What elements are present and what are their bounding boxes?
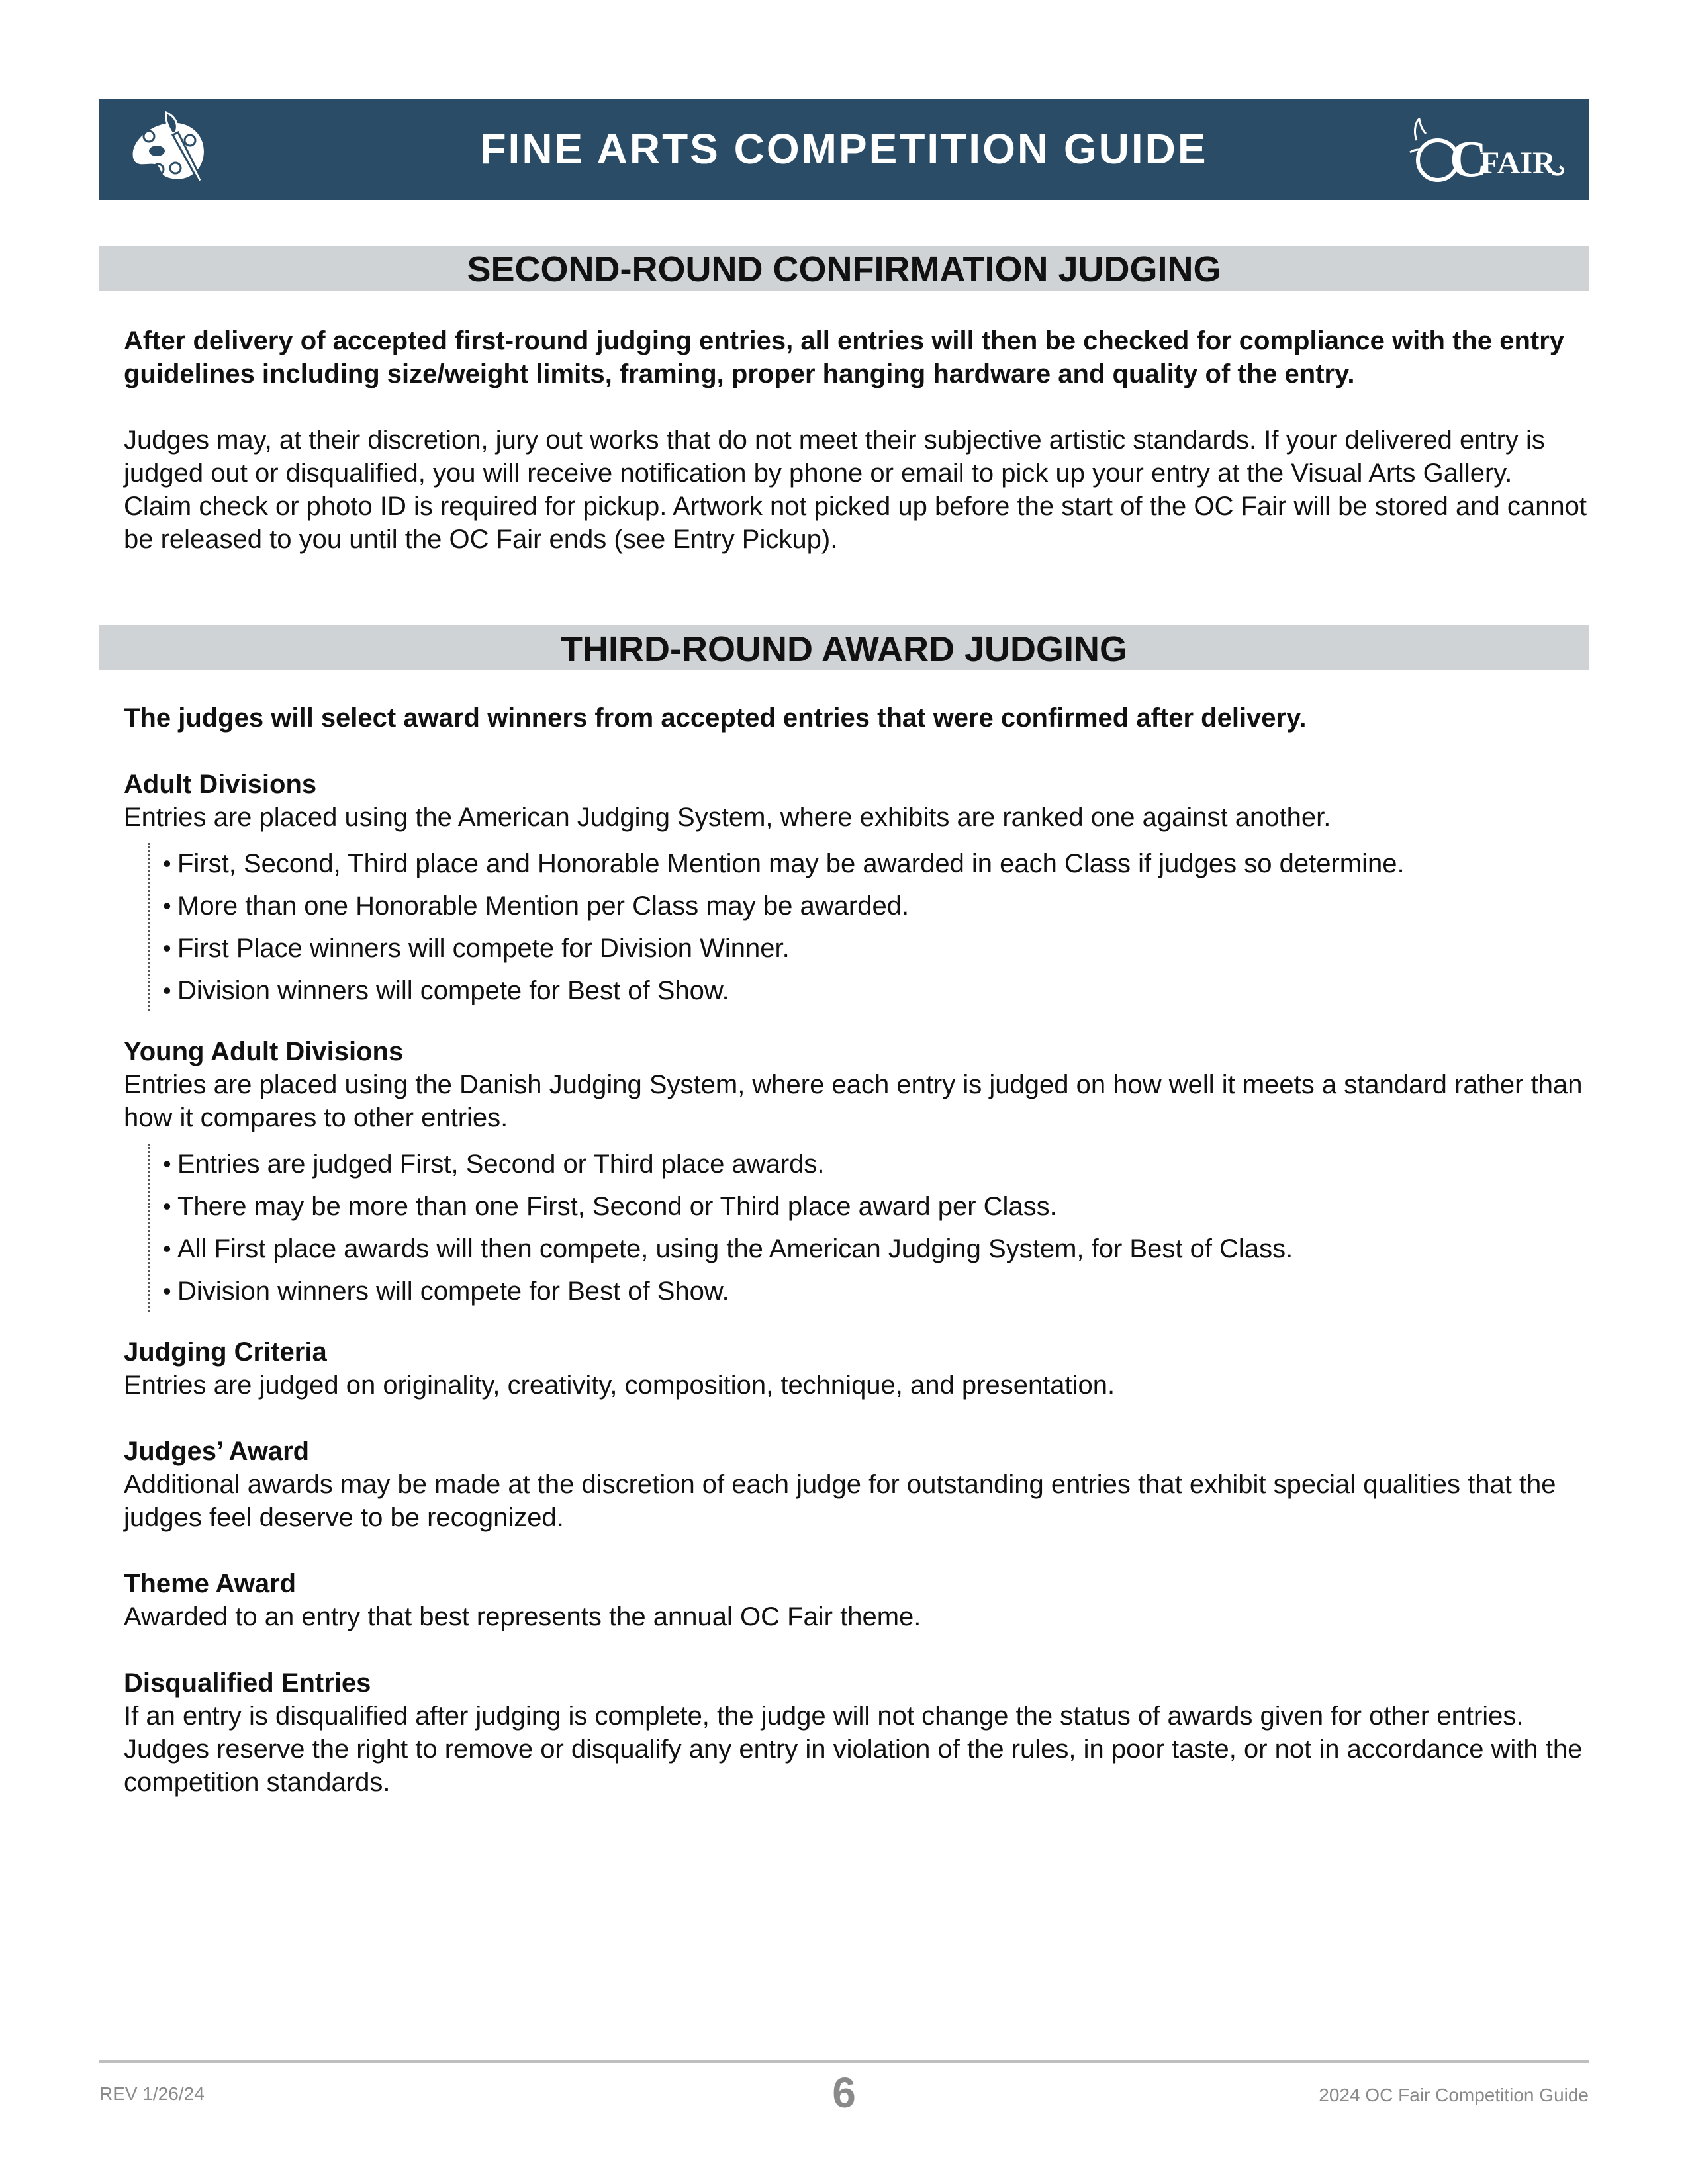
list-item: • All First place awards will then compete, using the American Judging System, for Best of Class. bbox=[163, 1232, 1587, 1265]
document-title: FINE ARTS COMPETITION GUIDE bbox=[480, 125, 1208, 173]
third-round-content bbox=[124, 702, 1587, 1799]
list-item: • Entries are judged First, Second or Third place awards. bbox=[163, 1148, 1587, 1181]
list-item: • First Place winners will compete for Division Winner. bbox=[163, 932, 1587, 965]
oc-fair-logo bbox=[1403, 114, 1569, 187]
list-item: • Division winners will compete for Best of Show. bbox=[163, 974, 1587, 1007]
subsection-heading-judging-criteria: Judging Criteria bbox=[124, 1338, 327, 1367]
second-round-content bbox=[124, 324, 1587, 556]
subsection-text-disqualified-entries: If an entry is disqualified after judging is complete, the judge will not change the status of awards given for other entries. Judges reserve the right to remove or disqualify any entry in violation of the rules, in poor taste, or not in accordance with the competition standards. bbox=[124, 1702, 1583, 1797]
subsection-text-adult-divisions: Entries are placed using the American Judging System, where exhibits are ranked one against another. bbox=[124, 803, 1331, 832]
bullet-icon: • bbox=[163, 850, 171, 877]
third-round-intro: The judges will select award winners from accepted entries that were confirmed after delivery. bbox=[124, 704, 1307, 733]
bullet-icon: • bbox=[163, 1193, 171, 1220]
revision-date: REV 1/26/24 bbox=[99, 2083, 205, 2104]
bullet-icon: • bbox=[163, 892, 171, 919]
bullet-icon: • bbox=[163, 1277, 171, 1304]
adult-divisions-bullet-list bbox=[148, 843, 1587, 1011]
page-number: 6 bbox=[832, 2069, 856, 2116]
subsection-heading-judges-award: Judges’ Award bbox=[124, 1437, 310, 1466]
list-item: • There may be more than one First, Second or Third place award per Class. bbox=[163, 1190, 1587, 1223]
list-item: • Division winners will compete for Best of Show. bbox=[163, 1275, 1587, 1308]
subsection-text-theme-award: Awarded to an entry that best represents the annual OC Fair theme. bbox=[124, 1602, 921, 1631]
section-header-second-round: SECOND-ROUND CONFIRMATION JUDGING bbox=[99, 246, 1589, 291]
bullet-icon: • bbox=[163, 1150, 171, 1177]
subsection-text-judging-criteria: Entries are judged on originality, creativity, composition, technique, and presentation. bbox=[124, 1371, 1115, 1400]
subsection-heading-disqualified-entries: Disqualified Entries bbox=[124, 1668, 371, 1698]
svg-text:C: C bbox=[1450, 130, 1487, 187]
bullet-icon: • bbox=[163, 934, 171, 962]
subsection-text-young-adult-divisions: Entries are placed using the Danish Judging System, where each entry is judged on how well it meets a standard rather than how it compares to other entries. bbox=[124, 1070, 1583, 1132]
section-header-third-round: THIRD-ROUND AWARD JUDGING bbox=[99, 625, 1589, 670]
subsection-heading-young-adult-divisions: Young Adult Divisions bbox=[124, 1037, 404, 1066]
young-adult-divisions-bullet-list bbox=[148, 1144, 1587, 1312]
footer-divider bbox=[99, 2060, 1589, 2063]
header-banner bbox=[99, 99, 1589, 200]
subsection-heading-adult-divisions: Adult Divisions bbox=[124, 770, 317, 799]
svg-text:FAIR: FAIR bbox=[1480, 146, 1556, 181]
subsection-text-judges-award: Additional awards may be made at the discretion of each judge for outstanding entries that exhibit special qualities that the judges feel deserve to be recognized. bbox=[124, 1470, 1556, 1532]
bullet-icon: • bbox=[163, 977, 171, 1004]
second-round-paragraph: Judges may, at their discretion, jury out works that do not meet their subjective artistic standards. If your delivered entry is judged out or disqualified, you will receive notification by phone or email to pick up your entry at the Visual Arts Gallery. Claim check or photo ID is required for pickup. Artwork not picked up before the start of the OC Fair will be stored and cannot be released to you until the OC Fair ends (see Entry Pickup). bbox=[124, 426, 1587, 554]
list-item: • First, Second, Third place and Honorable Mention may be awarded in each Class if judges so determine. bbox=[163, 847, 1587, 880]
second-round-intro: After delivery of accepted first-round judging entries, all entries will then be checked for compliance with the entry guidelines including size/weight limits, framing, proper hanging hardware and quality of the entry. bbox=[124, 326, 1565, 388]
subsection-heading-theme-award: Theme Award bbox=[124, 1569, 297, 1598]
list-item: • More than one Honorable Mention per Class may be awarded. bbox=[163, 889, 1587, 923]
guide-name: 2024 OC Fair Competition Guide bbox=[1319, 2085, 1589, 2105]
bullet-icon: • bbox=[163, 1235, 171, 1262]
